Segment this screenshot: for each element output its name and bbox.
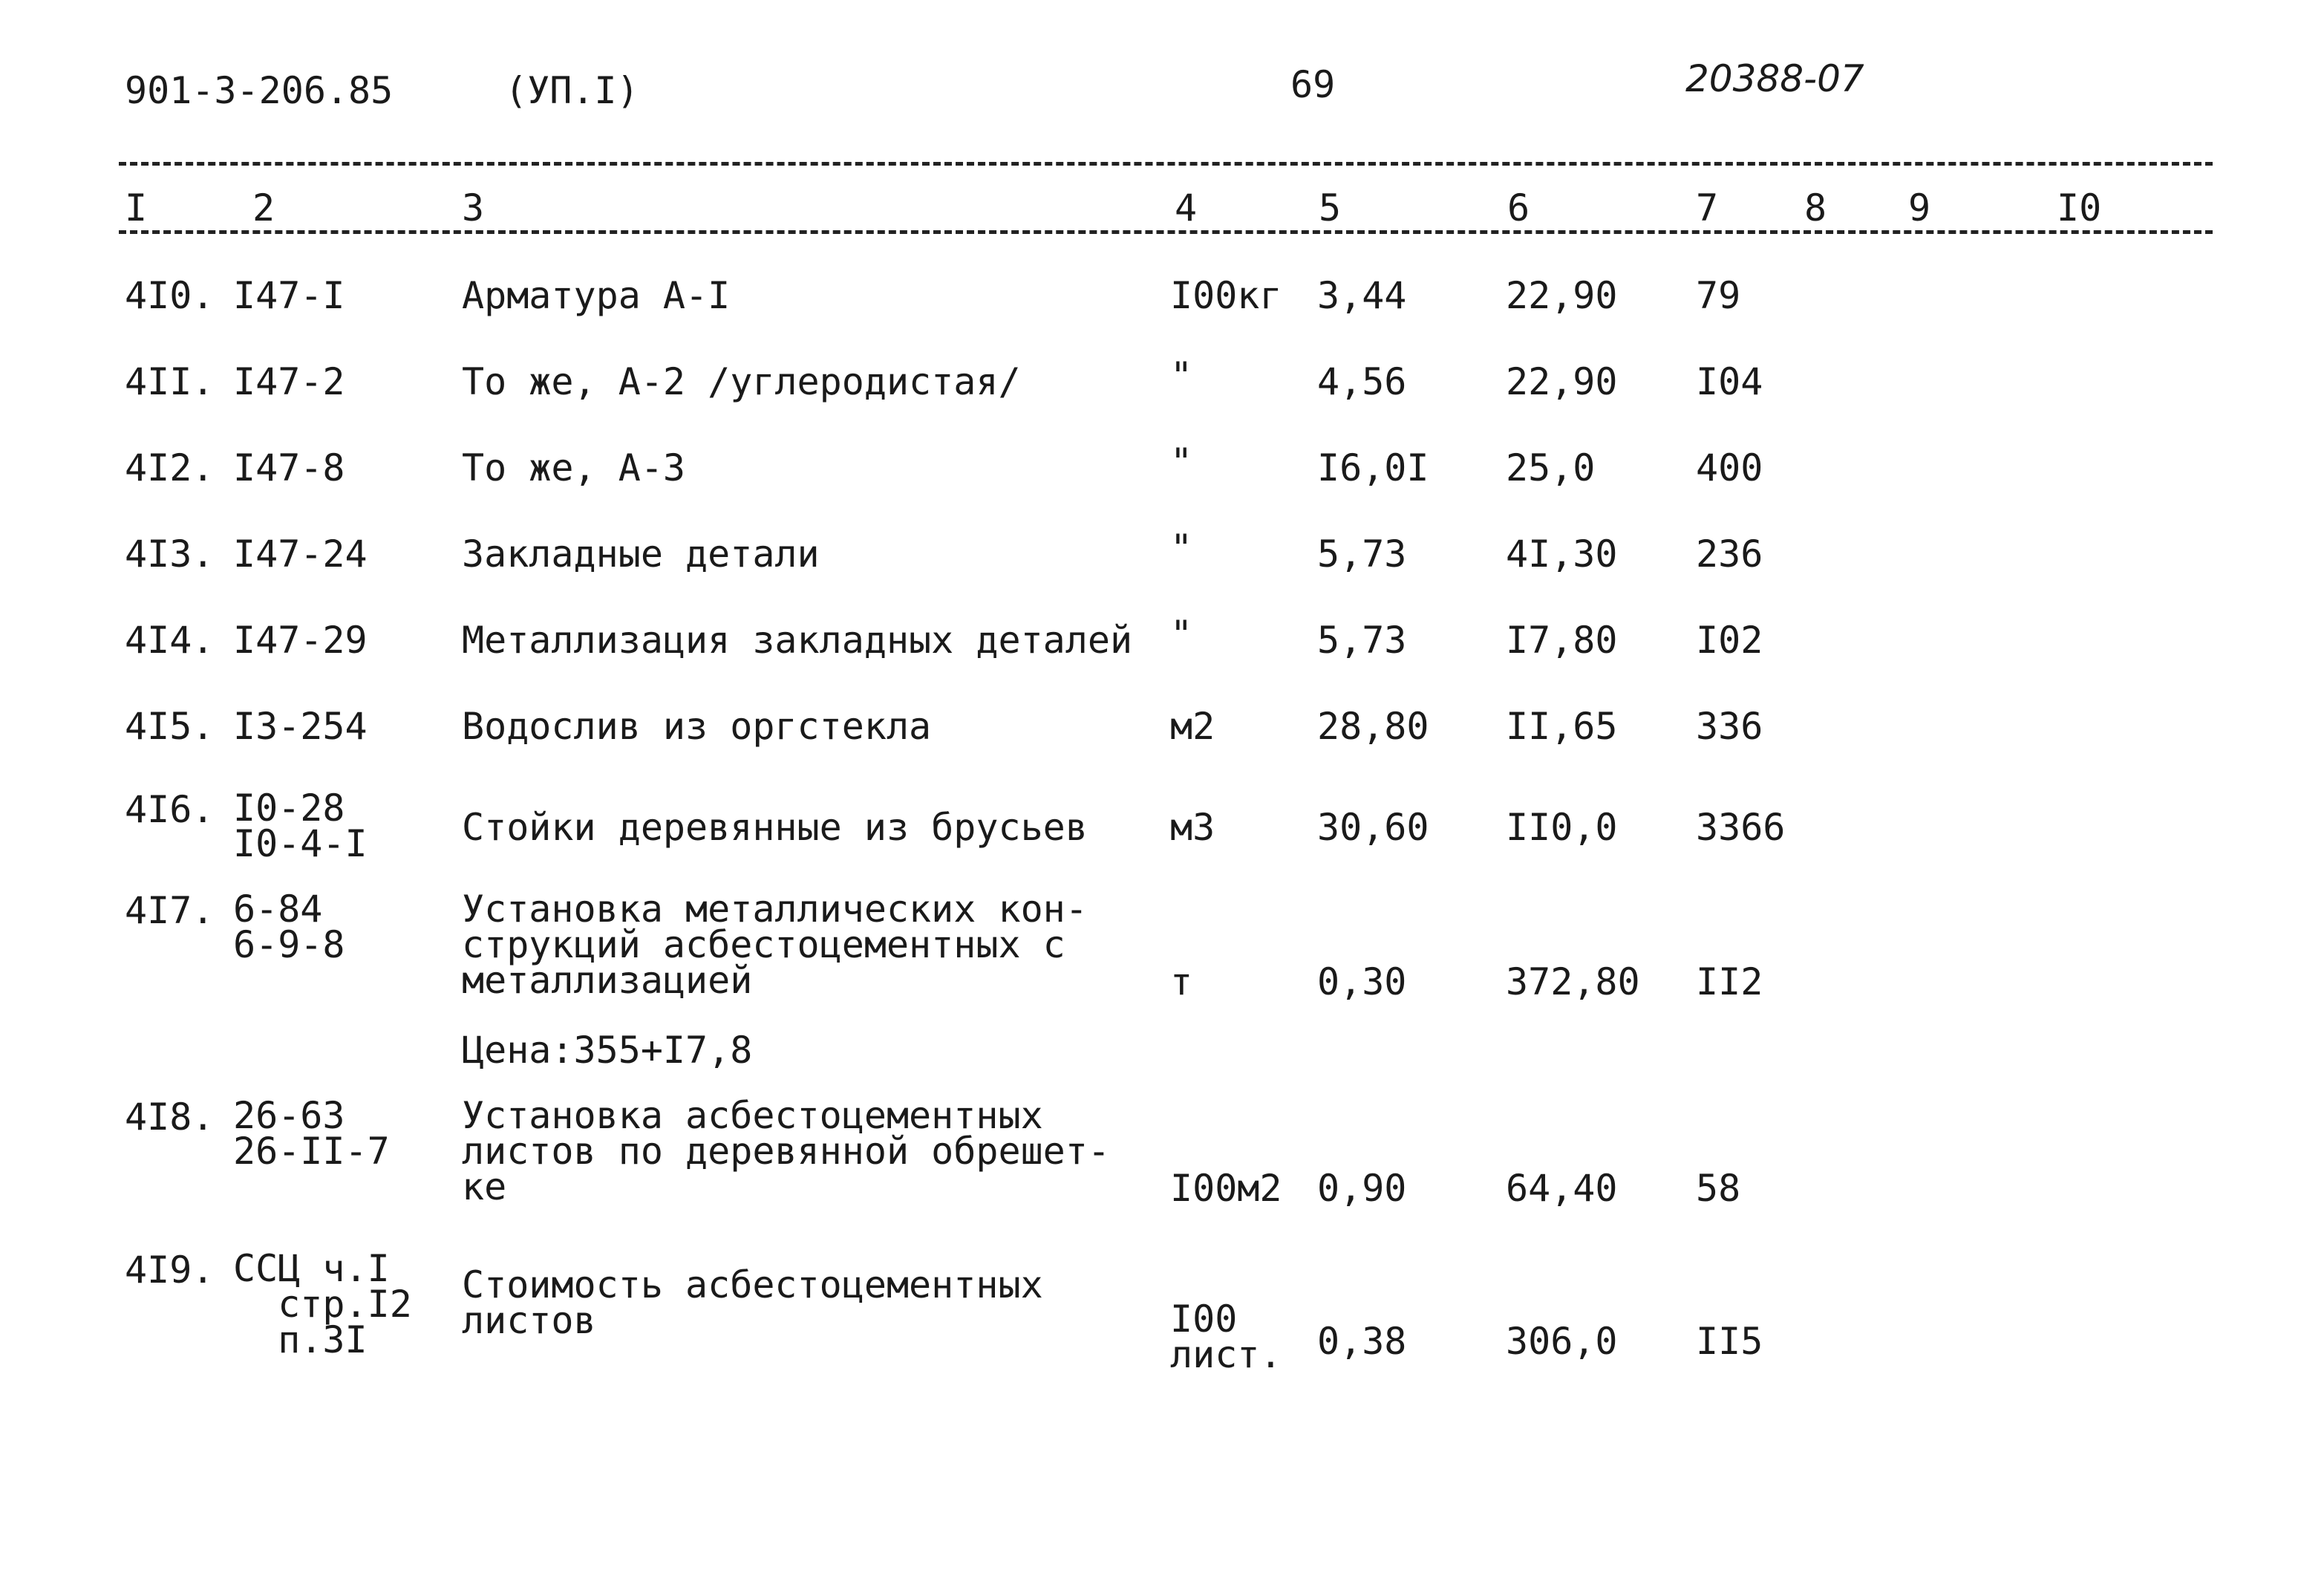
row-name: Водослив из оргстекла [462,705,932,748]
row-total: I02 [1696,619,1763,662]
row-unit: I00кг [1170,274,1282,317]
row-price: 22,90 [1506,274,1618,317]
row-quantity: 0,38 [1317,1320,1407,1363]
row-unit: " [1170,527,1193,570]
row-name: Арматура А-I [462,274,731,317]
row-price: I7,80 [1506,619,1618,662]
row-name: Установка металлических кон- струкций асбестоцементных с металлизацией [462,888,1088,1002]
row-quantity: 5,73 [1317,619,1407,662]
row-total: 236 [1696,533,1763,576]
row-number: 4I8. [125,1095,215,1139]
row-number: 4I5. [125,705,215,748]
row-code: I47-8 [233,446,345,489]
row-price: II0,0 [1506,806,1618,849]
row-quantity: 3,44 [1317,274,1407,317]
row-quantity: 28,80 [1317,705,1429,748]
col-header-2: 2 [252,186,275,229]
row-code: 6-84 6-9-8 [233,888,345,966]
col-header-8: 8 [1804,186,1827,229]
row-code: ССЦ ч.I стр.I2 п.3I [233,1247,412,1361]
row-number: 4I9. [125,1248,215,1292]
page-number: 69 [1290,63,1336,106]
row-price: 372,80 [1506,960,1640,1003]
row-quantity: 30,60 [1317,806,1429,849]
row-total: 336 [1696,705,1763,748]
col-header-3: 3 [462,186,485,229]
row-total: 58 [1696,1167,1741,1210]
row-price: 64,40 [1506,1167,1618,1210]
col-header-6: 6 [1507,186,1530,229]
top-dashed-rule [119,162,2213,166]
album-number: (УП.I) [505,69,639,112]
row-code: I47-I [233,274,345,317]
row-quantity: 4,56 [1317,360,1407,403]
col-header-10: I0 [2057,186,2102,229]
row-price: 25,0 [1506,446,1596,489]
row-name: Стоимость асбестоцементных листов [462,1263,1043,1342]
row-total: 79 [1696,274,1741,317]
row-number: 4II. [125,360,215,403]
col-header-7: 7 [1696,186,1719,229]
row-number: 4I3. [125,533,215,576]
document-code: 901-3-206.85 [125,69,394,112]
row-unit: " [1170,440,1193,484]
row-total: II5 [1696,1320,1763,1363]
row-unit: I00м2 [1170,1167,1282,1210]
row-quantity: I6,0I [1317,446,1429,489]
row-unit: " [1170,354,1193,397]
col-header-5: 5 [1319,186,1342,229]
row-number: 4I6. [125,788,215,831]
row-quantity: 5,73 [1317,533,1407,576]
row-name: То же, А-2 /углеродистая/ [462,360,1021,403]
row-total: I04 [1696,360,1763,403]
row-price: II,65 [1506,705,1618,748]
row-code: I3-254 [233,705,368,748]
col-header-1: I [125,186,148,229]
row-name: Металлизация закладных деталей [462,619,1133,662]
row-price: 306,0 [1506,1320,1618,1363]
row-quantity: 0,90 [1317,1167,1407,1210]
row-number: 4I4. [125,619,215,662]
row-unit: м2 [1170,705,1215,748]
row-code: I0-28 I0-4-I [233,787,368,865]
row-quantity: 0,30 [1317,960,1407,1003]
row-unit: " [1170,613,1193,656]
row-name: Стойки деревянные из брусьев [462,806,1088,849]
column-header-dashed-rule [119,230,2213,234]
inventory-number: 20388-07 [1685,57,1864,100]
row-number: 4I7. [125,889,215,932]
row-price-note: Цена:355+I7,8 [462,1029,753,1072]
row-code: I47-2 [233,360,345,403]
col-header-4: 4 [1175,186,1198,229]
row-unit: м3 [1170,806,1215,849]
row-total: 400 [1696,446,1763,489]
row-name: Закладные детали [462,533,820,576]
row-unit: I00 лист. [1170,1298,1282,1376]
row-code: 26-63 26-II-7 [233,1094,390,1173]
row-price: 22,90 [1506,360,1618,403]
row-code: I47-24 [233,533,368,576]
row-number: 4I2. [125,446,215,489]
row-total: II2 [1696,960,1763,1003]
row-code: I47-29 [233,619,368,662]
row-unit: т [1170,960,1193,1003]
row-price: 4I,30 [1506,533,1618,576]
row-name: То же, А-3 [462,446,686,489]
col-header-9: 9 [1908,186,1931,229]
row-number: 4I0. [125,274,215,317]
row-name: Установка асбестоцементных листов по деревянной обрешет- ке [462,1094,1110,1208]
row-total: 3366 [1696,806,1786,849]
